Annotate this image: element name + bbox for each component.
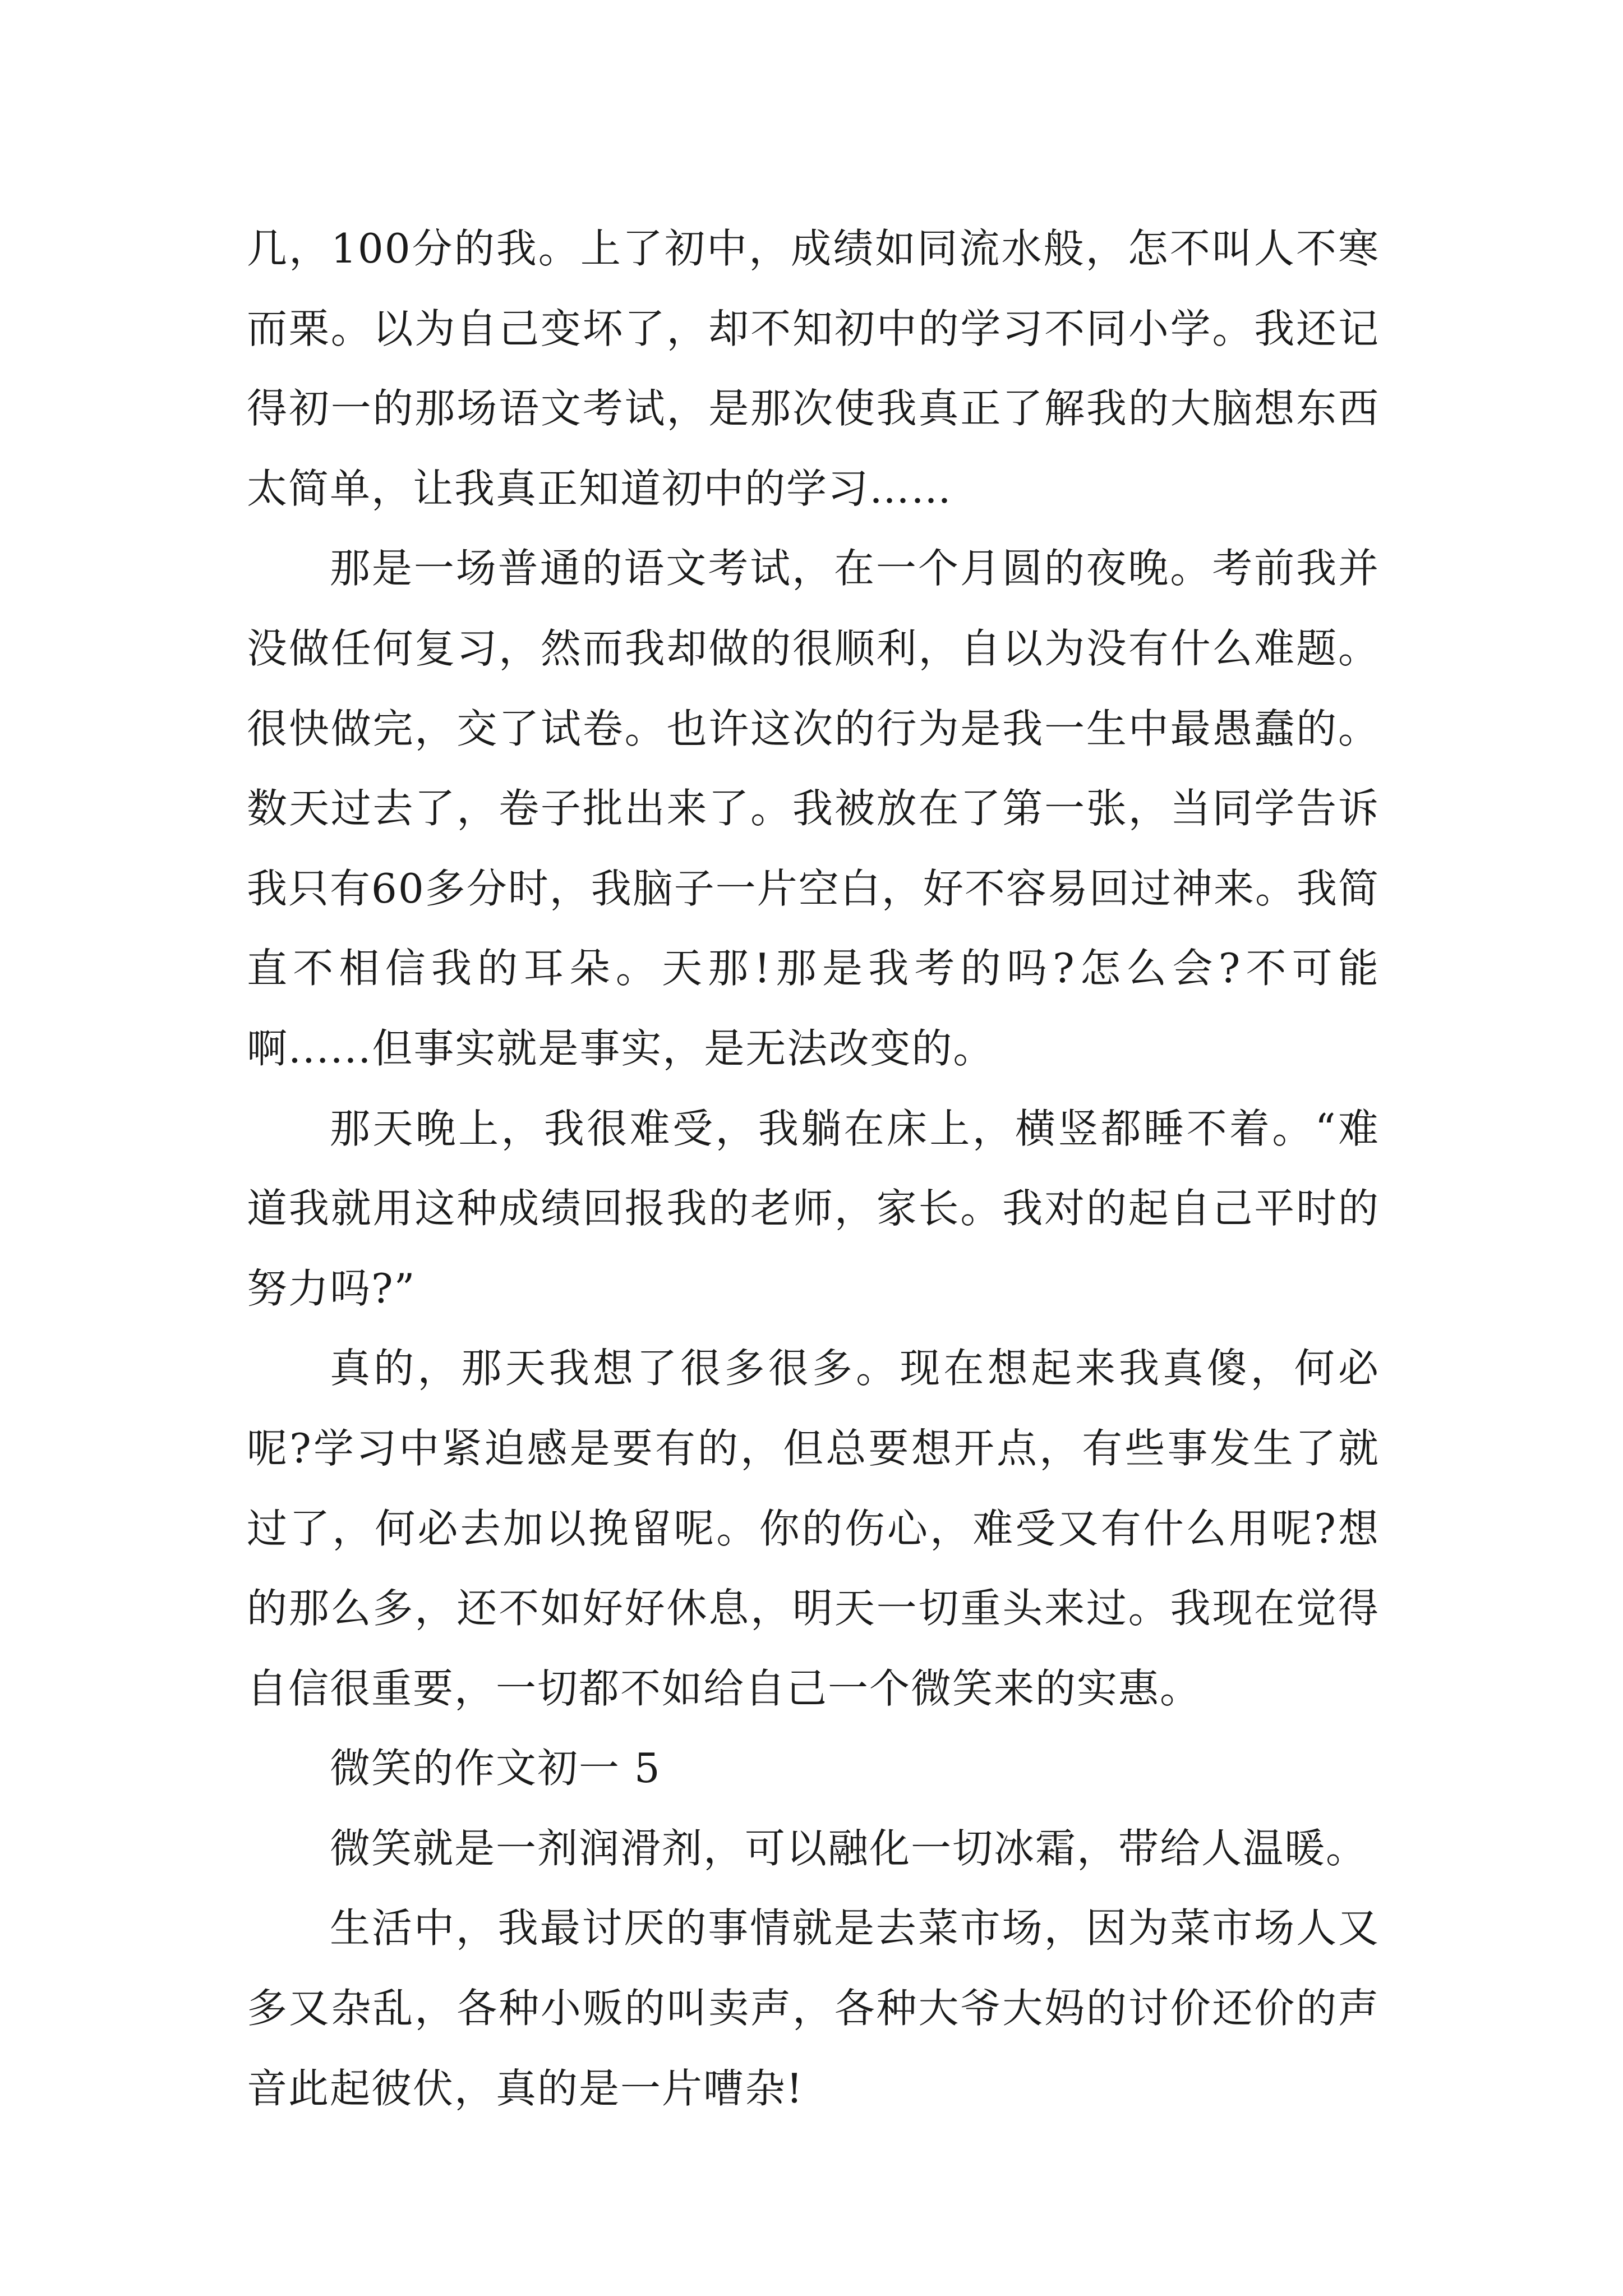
paragraph-that-night: 那天晚上，我很难受，我躺在床上，横竖都睡不着。“难道我就用这种成绩回报我的老师，家长。我对的起自己平时的努力吗?” — [247, 1105, 1380, 1312]
paragraph-market: 生活中，我最讨厌的事情就是去菜市场，因为菜市场人又多又杂乱，各种小贩的叫卖声，各种大爷大妈的讨价还价的声音此起彼伏，真的是一片嘈杂! — [247, 1904, 1380, 2112]
paragraph-exam-story: 那是一场普通的语文考试，在一个月圆的夜晚。考前我并没做任何复习，然而我却做的很顺利，自以为没有什么难题。很快做完，交了试卷。也许这次的行为是我一生中最愚蠢的。数天过去了，卷子批出来了。我被放在了第一张，当同学告诉我只有60多分时，我脑子一片空白，好不容易回过神来。我简直不相信我的耳朵。天那!那是我考的吗?怎么会?不可能啊......但事实就是事实，是无法改变的。 — [247, 545, 1380, 1072]
document-body — [247, 209, 1380, 2128]
paragraph-smile-intro: 微笑就是一剂润滑剂，可以融化一切冰霜，带给人温暖。 — [330, 1824, 1368, 1872]
section-heading: 微笑的作文初一 5 — [330, 1745, 661, 1792]
paragraph-reflection: 真的，那天我想了很多很多。现在想起来我真傻，何必呢?学习中紧迫感是要有的，但总要想开点，有些事发生了就过了，何必去加以挽留呢。你的伤心，难受又有什么用呢?想的那么多，还不如好好休息，明天一切重头来过。我现在觉得自信很重要，一切都不如给自己一个微笑来的实惠。 — [247, 1345, 1380, 1712]
paragraph-continuation: 几，100分的我。上了初中，成绩如同流水般，怎不叫人不寒而栗。以为自己变坏了，却不知初中的学习不同小学。我还记得初一的那场语文考试，是那次使我真正了解我的大脑想东西太简单，让我真正知道初中的学习…… — [247, 225, 1380, 512]
